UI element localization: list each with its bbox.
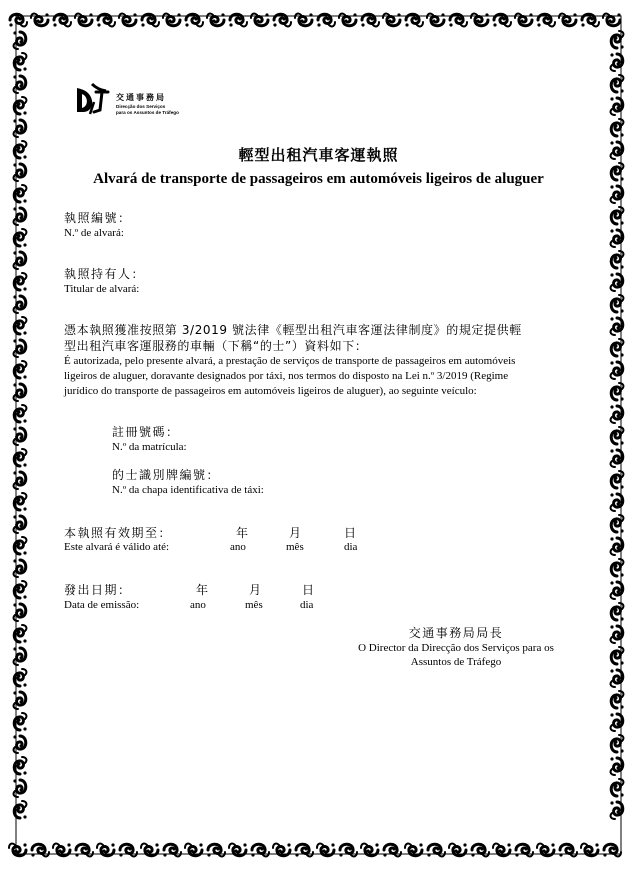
logo — [74, 80, 204, 120]
holder-label-zh: 執照持有人： — [64, 267, 146, 281]
issue-year-pt: ano — [190, 599, 206, 611]
issue-month-zh: 月 — [249, 583, 263, 597]
border-ornament — [611, 251, 623, 269]
border-ornament — [611, 75, 623, 93]
border-ornament — [383, 13, 401, 25]
border-ornament — [611, 647, 623, 665]
border-ornament — [13, 559, 25, 577]
title-zh: 輕型出租汽車客運執照 — [238, 146, 399, 164]
border-ornament — [339, 844, 357, 856]
holder-label-pt: Titular de alvará: — [64, 283, 140, 295]
border-ornament — [603, 844, 621, 856]
border-ornament — [471, 844, 489, 856]
border-ornament — [13, 339, 25, 357]
statement-pt-line1: É autorizada, pelo presente alvará, a prestação de serviços de transporte de passageiros em automóveis — [64, 355, 516, 367]
border-ornament — [611, 515, 623, 533]
border-ornament — [471, 13, 489, 25]
border-ornament — [295, 844, 313, 856]
border-ornament — [31, 13, 49, 25]
border-ornament — [207, 13, 225, 25]
border-ornament — [427, 844, 445, 856]
border-ornament — [611, 207, 623, 225]
validity-day-zh: 日 — [344, 526, 358, 540]
statement-zh-line2: 型出租汽車客運服務的車輛（下稱“的士”）資料如下： — [64, 339, 368, 353]
border-ornament — [603, 13, 621, 25]
statement-pt-line2: ligeiros de aluguer, doravante designados por táxi, nos termos do disposto na Lei n.º 3/2019 (Regime — [64, 370, 509, 382]
border-ornament — [163, 13, 181, 25]
border-ornament — [119, 844, 137, 856]
license-no-label-zh: 執照編號： — [64, 211, 132, 225]
border-ornament — [13, 119, 25, 137]
border-ornament — [251, 844, 269, 856]
border-ornament — [611, 119, 623, 137]
title-pt: Alvará de transporte de passageiros em automóveis ligeiros de aluguer — [93, 171, 544, 187]
director-title-zh: 交通事務局局長 — [408, 626, 504, 640]
dsat-logo-icon — [74, 80, 112, 120]
border-ornament — [611, 471, 623, 489]
border-ornament — [611, 559, 623, 577]
statement-pt-line3: jurídico do transporte de passageiros em automóveis ligeiros de aluguer), ao seguinte veículo: — [64, 385, 477, 397]
issue-year-zh: 年 — [196, 583, 210, 597]
border-ornament — [119, 13, 137, 25]
validity-day-pt: dia — [344, 541, 358, 553]
logo-name-pt-line1: Direcção dos Serviços — [116, 104, 166, 109]
border-ornament — [611, 295, 623, 313]
border-ornament — [339, 13, 357, 25]
border-ornament — [75, 13, 93, 25]
issue-date-label-zh: 發出日期： — [64, 583, 132, 597]
plate-label-zh: 註冊號碼： — [112, 425, 180, 439]
taxi-id-label-zh: 的士識別牌編號： — [112, 468, 221, 482]
border-ornament — [13, 383, 25, 401]
validity-label-pt: Este alvará é válido até: — [64, 541, 170, 553]
issue-month-pt: mês — [245, 599, 263, 611]
border-ornament — [31, 844, 49, 856]
border-ornament — [13, 735, 25, 753]
border-ornament — [13, 295, 25, 313]
border-ornament — [611, 427, 623, 445]
border-ornament — [13, 779, 25, 797]
issue-day-pt: dia — [300, 599, 314, 611]
statement-zh-line1: 憑本執照獲准按照第 3/2019 號法律《輕型出租汽車客運法律制度》的規定提供輕 — [64, 323, 522, 337]
license-no-label-pt: N.º de alvará: — [64, 227, 124, 239]
logo-name-pt-line2: para os Assuntos de Tráfego — [116, 110, 179, 115]
border-ornament — [13, 251, 25, 269]
validity-month-pt: mês — [286, 541, 304, 553]
plate-label-pt: N.º da matrícula: — [112, 441, 187, 453]
border-ornament — [611, 31, 623, 49]
border-ornament — [207, 844, 225, 856]
border-ornament — [383, 844, 401, 856]
border-ornament — [515, 844, 533, 856]
border-ornament — [559, 13, 577, 25]
border-ornament — [13, 75, 25, 93]
director-title-pt-line2: Assuntos de Tráfego — [410, 656, 502, 668]
border-ornament — [13, 515, 25, 533]
border-ornament — [559, 844, 577, 856]
border-ornament — [13, 31, 25, 49]
border-ornament — [611, 603, 623, 621]
border-ornament — [611, 779, 623, 797]
validity-label-zh: 本執照有效期至： — [64, 526, 173, 540]
director-title-pt-line1: O Director da Direcção dos Serviços para os — [358, 642, 554, 654]
border-ornament — [611, 383, 623, 401]
border-ornament — [13, 427, 25, 445]
border-ornament — [611, 691, 623, 709]
border-ornament — [13, 603, 25, 621]
taxi-id-label-pt: N.º da chapa identificativa de táxi: — [112, 484, 264, 496]
border-ornament — [13, 207, 25, 225]
border-ornament — [611, 339, 623, 357]
validity-year-pt: ano — [230, 541, 246, 553]
border-ornament — [611, 735, 623, 753]
issue-day-zh: 日 — [302, 583, 316, 597]
border-ornament — [13, 471, 25, 489]
border-ornament — [13, 647, 25, 665]
border-ornament — [515, 13, 533, 25]
border-ornament — [295, 13, 313, 25]
border-ornament — [427, 13, 445, 25]
border-ornament — [75, 844, 93, 856]
validity-month-zh: 月 — [289, 526, 303, 540]
issue-date-label-pt: Data de emissão: — [64, 599, 140, 611]
logo-name-zh: 交通事務局 — [116, 93, 166, 102]
border-ornament — [251, 13, 269, 25]
validity-year-zh: 年 — [236, 526, 250, 540]
border-ornament — [163, 844, 181, 856]
border-ornament — [13, 691, 25, 709]
